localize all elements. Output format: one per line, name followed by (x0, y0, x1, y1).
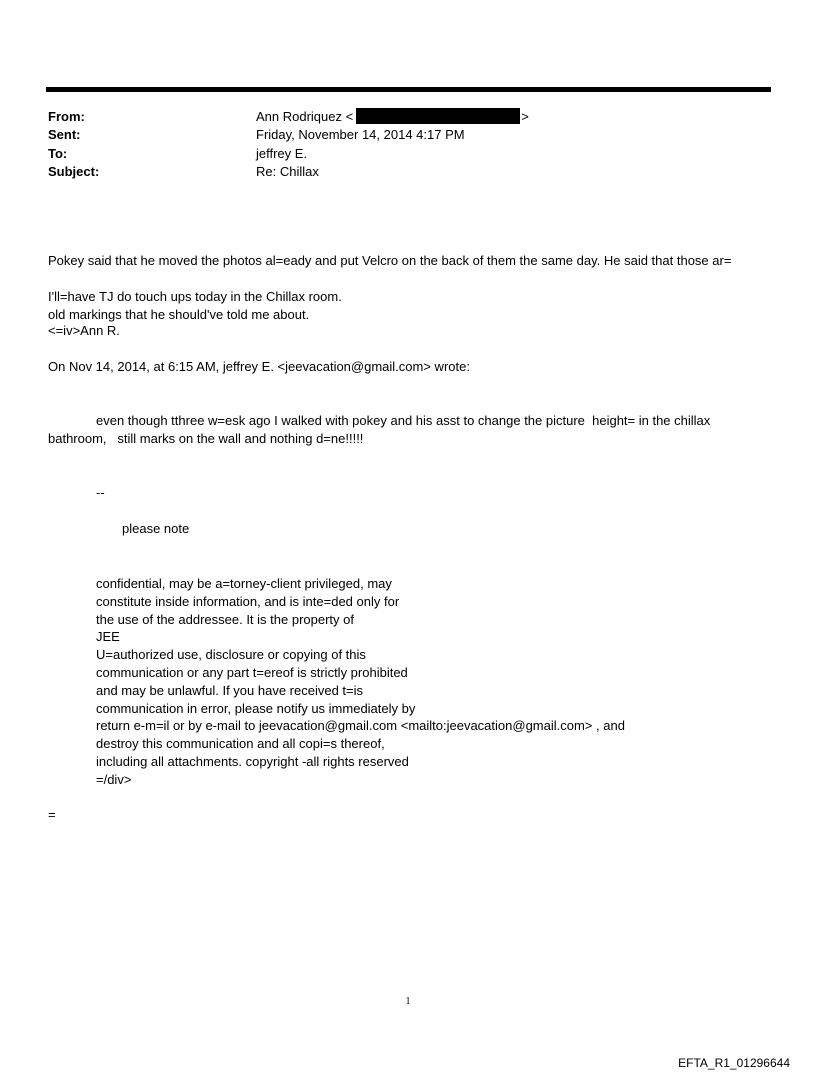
signature-dashes: -- (96, 485, 105, 500)
from-close-bracket: > (521, 108, 529, 124)
confidentiality-line: U=authorized use, disclosure or copying of this (96, 647, 366, 663)
body-signoff: <=iv>Ann R. (48, 323, 120, 338)
confidentiality-line: destroy this communication and all copi=s thereof, (96, 736, 385, 752)
body-paragraph-2: I'll=have TJ do touch ups today in the Chillax room. (48, 289, 342, 304)
confidentiality-line: and may be unlawful. If you have received t=is (96, 682, 364, 698)
confidentiality-line: JEE (96, 629, 120, 645)
redacted-email-box (356, 108, 520, 124)
trailing-equals: = (48, 807, 56, 822)
from-name: Ann Rodriquez < (256, 108, 354, 124)
header-divider (46, 87, 771, 92)
to-row (48, 144, 529, 163)
subject-value: Re: Chillax (256, 164, 319, 180)
confidentiality-line: communication in error, please notify us immediately by (96, 700, 416, 716)
to-value: jeffrey E. (256, 145, 308, 161)
sent-label: Sent: (48, 127, 81, 143)
quoted-line-2: bathroom, still marks on the wall and nothing d=ne!!!!! (48, 431, 364, 446)
from-value (256, 108, 529, 124)
confidentiality-line: confidential, may be a=torney-client privileged, may (96, 576, 392, 591)
page-number: 1 (405, 996, 411, 1007)
subject-label: Subject: (48, 164, 100, 180)
sent-value: Friday, November 14, 2014 4:17 PM (256, 127, 465, 143)
please-note: please note (122, 521, 190, 536)
confidentiality-line: =/div> (96, 771, 132, 787)
confidentiality-line: the use of the addressee. It is the property of (96, 611, 354, 627)
quote-intro: On Nov 14, 2014, at 6:15 AM, jeffrey E. <jeevacation@gmail.com> wrote: (48, 359, 470, 374)
email-header (48, 107, 529, 181)
confidentiality-line: constitute inside information, and is inte=ded only for (96, 593, 400, 609)
quoted-line-1: even though tthree w=esk ago I walked with pokey and his asst to change the picture height= in the chillax (96, 413, 711, 428)
to-label: To: (48, 145, 68, 161)
sent-row (48, 126, 529, 145)
confidentiality-notice (96, 575, 625, 789)
body-paragraph-1-line-2: old markings that he should've told me about. (48, 307, 310, 322)
from-label: From: (48, 108, 85, 124)
subject-row (48, 163, 529, 182)
document-id: EFTA_R1_01296644 (678, 1056, 790, 1070)
confidentiality-line: return e-m=il or by e-mail to jeevacation@gmail.com <mailto:jeevacation@gmail.com> , and (96, 718, 625, 734)
body-paragraph-1 (48, 216, 731, 342)
confidentiality-line: communication or any part t=ereof is strictly prohibited (96, 664, 408, 680)
body-paragraph-1-line-1: Pokey said that he moved the photos al=eady and put Velcro on the back of them the same day. He said that those ar= (48, 253, 732, 268)
from-row (48, 107, 529, 126)
confidentiality-line: including all attachments. copyright -all rights reserved (96, 753, 409, 769)
